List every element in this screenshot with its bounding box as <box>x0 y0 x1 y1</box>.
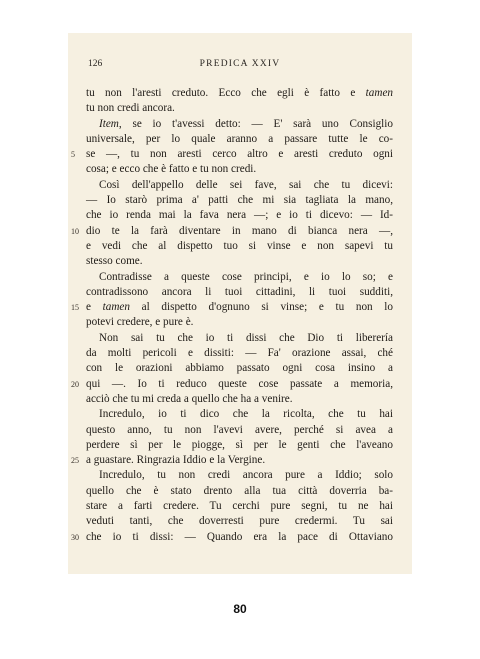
text-line: che io ti dissi: — Quando era la pace di Ottaviano <box>86 530 393 543</box>
text-line: potevi credere, e pure è. <box>86 316 194 329</box>
running-head <box>88 59 392 73</box>
line-number: 20 <box>71 379 79 389</box>
text-line: Contradisse a queste cose principi, e io lo so; e <box>99 270 393 283</box>
text-line: stare a farti credere. Tu cerchi pure segni, tu ne hai <box>86 500 393 513</box>
book-page <box>68 33 412 574</box>
running-title: PREDICA XXIV <box>199 59 281 69</box>
text-line: da molti pericoli e dissiti: — Fa' orazione assai, ché <box>86 347 393 360</box>
text-line: contradissono ancora li tuoi cittadini, li tuoi sudditi, <box>86 285 393 298</box>
text-line: veduti tanti, che doverresti pure credermi. Tu sai <box>86 515 393 528</box>
text-line: quello che è stato drento alla tua città doverria ba- <box>86 484 393 497</box>
text-line: se —, tu non aresti cerco altro e aresti creduto ogni <box>86 148 393 161</box>
text-line: Incredulo, tu non credi ancora pure a Iddio; solo <box>99 469 393 482</box>
line-number: 25 <box>71 456 79 466</box>
text-line: universale, per lo quale aranno a passare tutte le co- <box>86 132 393 145</box>
text-line: e vedi che al dispetto tuo si vinse e non sapevi tu <box>86 239 393 252</box>
text-line: a guastare. Ringrazia Iddio e la Vergine. <box>86 454 266 467</box>
text-line: Non sai tu che io ti dissi che Dio ti liberería <box>99 331 393 344</box>
text-line: Incredulo, io ti dico che la ricolta, che tu hai <box>99 408 393 421</box>
text-line: qui —. Io ti reduco queste cose passate a memoria, <box>86 377 393 390</box>
text-line: con le orazioni abbiamo passato ogni cosa insino a <box>86 362 393 375</box>
text-line: tu non l'aresti creduto. Ecco che egli è fatto e tamen <box>86 87 393 99</box>
text-line: Item, se io t'avessi detto: — E' sarà uno Consiglio <box>99 117 393 130</box>
text-line: e tamen al dispetto d'ognuno si vinse; e tu non lo <box>86 301 393 314</box>
line-number: 10 <box>71 226 79 236</box>
text-line: acciò che tu mi creda a quello che ha a venire. <box>86 392 293 405</box>
line-number: 30 <box>71 532 79 542</box>
sermon-text <box>86 86 393 545</box>
page-number: 126 <box>88 59 103 69</box>
folio-number: 80 <box>233 602 247 616</box>
line-number: 15 <box>71 303 79 313</box>
text-line: questo anno, tu non l'avevi avere, perché si avea a <box>86 423 393 436</box>
text-line: cosa; e ecco che è fatto e tu non credi. <box>86 163 257 176</box>
text-line: che io renda mai la fava nera —; e io ti dicevo: — Id- <box>86 209 393 222</box>
text-line: stesso come. <box>86 255 143 268</box>
text-line: dio te la farà diventare in mano di bianca nera —, <box>86 224 393 237</box>
text-line: — Io starò prima a' patti che mi sia tagliata la mano, <box>86 194 393 207</box>
text-line: Così dell'appello delle sei fave, sai che tu dicevi: <box>99 178 393 191</box>
line-number: 5 <box>71 150 75 160</box>
text-line: tu non credi ancora. <box>86 102 175 115</box>
text-line: perdere sì per le piogge, sì per le genti che l'aveano <box>86 438 393 451</box>
